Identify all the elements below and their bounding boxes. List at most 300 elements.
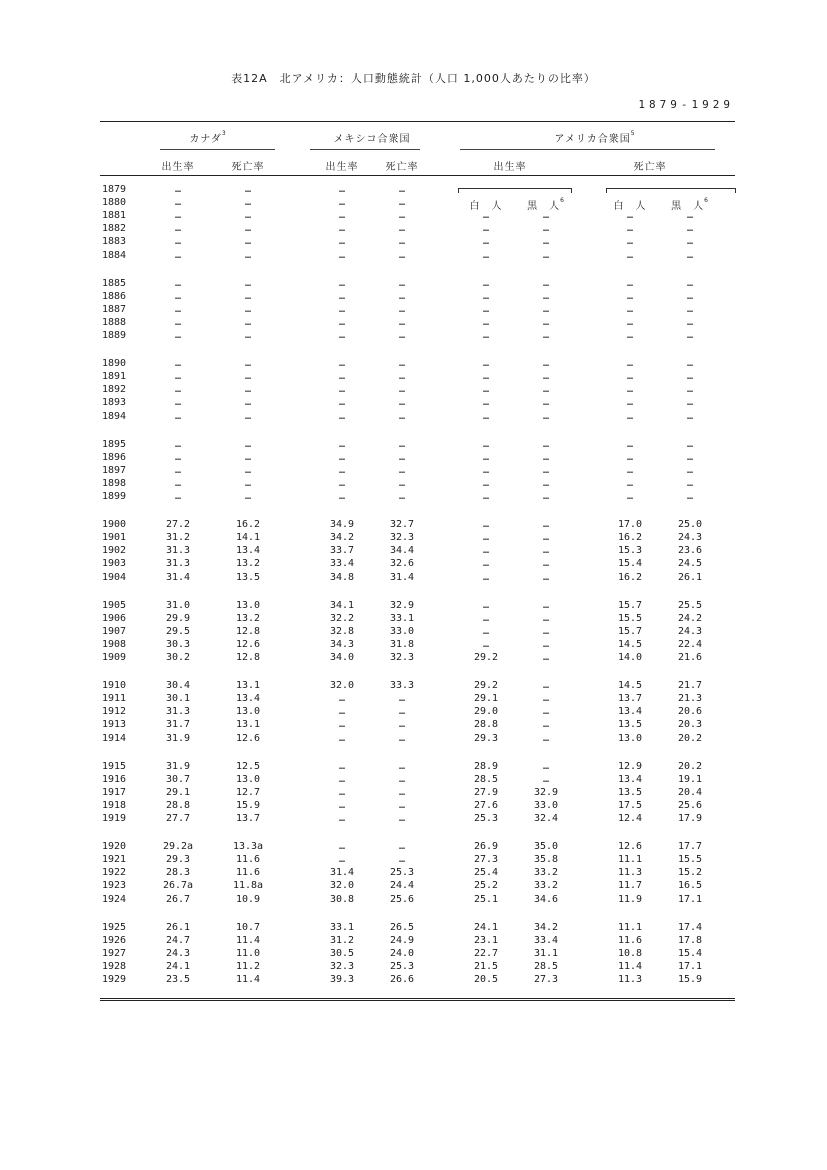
usa-white-birth-cell: 29.3 <box>473 732 499 744</box>
canada-death-cell: … <box>244 464 252 476</box>
canada-birth-cell: 31.4 <box>165 571 191 583</box>
mexico-death-cell: 32.3 <box>389 652 415 663</box>
usa-white-death-cell: 17.5 <box>617 799 643 811</box>
usa-black-birth-cell: … <box>542 410 550 422</box>
table-row <box>100 948 740 961</box>
usa-black-death-cell: 20.3 <box>677 719 703 731</box>
period-range: 1879-1929 <box>638 98 734 111</box>
table-row <box>100 894 740 907</box>
mexico-birth-cell: … <box>338 316 346 328</box>
canada-birth-cell: 31.7 <box>165 719 191 731</box>
table-row <box>100 384 740 397</box>
mexico-birth-cell: 34.8 <box>329 571 355 583</box>
usa-white-death-cell: 11.4 <box>617 960 643 972</box>
canada-birth-cell: … <box>174 451 182 463</box>
year-cell: 1890 <box>102 358 127 370</box>
usa-white-birth-cell: … <box>482 558 490 570</box>
table-row <box>100 558 740 571</box>
usa-black-birth-cell: … <box>542 532 550 544</box>
mexico-birth-cell: … <box>338 330 346 341</box>
usa-white-death-cell: 14.5 <box>617 638 643 650</box>
canada-death-cell: 13.4 <box>235 693 261 705</box>
usa-white-death-cell: … <box>626 316 634 328</box>
mexico-death-cell: … <box>398 223 406 235</box>
mexico-death-cell: … <box>398 732 406 744</box>
usa-black-birth-cell: … <box>542 277 550 289</box>
header-mexico: メキシコ合衆国 <box>333 134 411 145</box>
year-cell: 1927 <box>102 947 127 959</box>
canada-birth-cell: 28.8 <box>165 799 191 811</box>
year-cell: 1902 <box>102 545 127 557</box>
table-row <box>100 210 740 223</box>
usa-white-birth-cell: 26.9 <box>473 841 499 853</box>
mexico-birth-cell: … <box>338 693 346 705</box>
usa-white-birth-cell: 28.9 <box>473 760 499 772</box>
usa-white-birth-cell: 24.1 <box>473 921 499 933</box>
usa-white-death-cell: 13.5 <box>617 786 643 798</box>
canada-birth-cell: … <box>174 330 182 341</box>
usa-black-death-cell: 23.6 <box>677 545 703 557</box>
table-row <box>100 478 740 491</box>
table-row <box>100 600 740 613</box>
mexico-death-cell: … <box>398 706 406 718</box>
mexico-birth-cell: … <box>338 491 346 502</box>
usa-black-birth-cell: … <box>542 612 550 624</box>
canada-death-cell: … <box>244 330 252 341</box>
canada-death-cell: 13.2 <box>235 558 261 570</box>
mexico-death-cell: … <box>398 773 406 785</box>
table-row <box>100 854 740 867</box>
usa-black-death-cell: … <box>686 477 694 489</box>
header-usa: アメリカ合衆国$^5$ <box>554 130 636 145</box>
mexico-death-cell: 31.4 <box>389 571 415 583</box>
usa-white-death-cell: … <box>626 464 634 476</box>
mexico-birth-cell: … <box>338 384 346 396</box>
mexico-birth-cell: 32.0 <box>329 880 355 892</box>
usa-black-death-cell: 20.2 <box>677 732 703 744</box>
usa-black-death-cell: 25.5 <box>677 599 703 611</box>
table-row <box>100 680 740 693</box>
usa-black-death-cell: 19.1 <box>677 773 703 785</box>
canada-birth-cell: … <box>174 184 182 195</box>
usa-black-death-cell: 17.9 <box>677 813 703 824</box>
year-cell: 1906 <box>102 612 127 624</box>
table-row <box>100 278 740 291</box>
usa-black-birth-cell: … <box>542 290 550 302</box>
canada-death-cell: 13.0 <box>235 706 261 718</box>
table-row <box>100 961 740 974</box>
mexico-birth-cell: … <box>338 358 346 370</box>
mexico-death-cell: 33.3 <box>389 680 415 692</box>
canada-birth-cell: … <box>174 464 182 476</box>
canada-death-cell: 13.2 <box>235 612 261 624</box>
usa-birth-black-label: 黒 人$^6$ <box>527 197 565 212</box>
usa-black-death-cell: … <box>686 316 694 328</box>
mexico-birth-cell: … <box>338 760 346 772</box>
table-row <box>100 719 740 732</box>
usa-black-death-cell: 21.6 <box>677 652 703 663</box>
year-cell: 1879 <box>102 184 127 195</box>
usa-black-death-cell: 20.6 <box>677 706 703 718</box>
mexico-birth-cell: 31.4 <box>329 867 355 879</box>
usa-subrule <box>460 149 715 150</box>
usa-white-birth-cell: … <box>482 545 490 557</box>
usa-black-death-cell: 24.3 <box>677 625 703 637</box>
canada-birth-cell: … <box>174 303 182 315</box>
table-row <box>100 223 740 236</box>
usa-white-birth-cell: 29.2 <box>473 680 499 692</box>
usa-white-death-cell: 12.6 <box>617 841 643 853</box>
mexico-birth-cell: … <box>338 786 346 798</box>
table-row <box>100 439 740 452</box>
canada-birth-cell: 31.0 <box>165 599 191 611</box>
year-cell: 1904 <box>102 571 127 583</box>
mexico-birth-cell: 39.3 <box>329 974 355 985</box>
canada-birth-cell: 29.2a <box>162 841 194 853</box>
canada-death-cell: 11.6 <box>235 854 261 866</box>
usa-white-death-cell: … <box>626 249 634 261</box>
table-row <box>100 652 740 665</box>
usa-white-birth-cell: … <box>482 625 490 637</box>
usa-white-birth-cell: 27.9 <box>473 786 499 798</box>
usa-white-death-cell: 11.1 <box>617 921 643 933</box>
usa-white-death-cell: … <box>626 491 634 502</box>
usa-black-death-cell: … <box>686 223 694 235</box>
mexico-death-cell: … <box>398 210 406 222</box>
mexico-birth-cell: … <box>338 773 346 785</box>
usa-white-death-cell: … <box>626 451 634 463</box>
canada-birth-cell: 30.3 <box>165 638 191 650</box>
year-cell: 1889 <box>102 330 127 341</box>
canada-birth-cell: … <box>174 210 182 222</box>
usa-white-death-cell: 15.3 <box>617 545 643 557</box>
usa-black-death-cell: 17.4 <box>677 921 703 933</box>
usa-white-birth-cell: … <box>482 571 490 583</box>
usa-black-birth-cell: … <box>542 558 550 570</box>
canada-birth-cell: … <box>174 249 182 261</box>
canada-birth-cell: … <box>174 410 182 422</box>
mexico-birth-cell: … <box>338 813 346 824</box>
canada-death-cell: … <box>244 197 252 209</box>
mexico-birth-cell: 33.4 <box>329 558 355 570</box>
table-row <box>100 613 740 626</box>
canada-death-cell: 10.9 <box>235 893 261 905</box>
year-cell: 1921 <box>102 854 127 866</box>
canada-death-cell: 12.6 <box>235 638 261 650</box>
usa-white-death-cell: 11.1 <box>617 854 643 866</box>
canada-death-cell: … <box>244 371 252 383</box>
year-cell: 1884 <box>102 249 127 261</box>
mexico-death-cell: … <box>398 290 406 302</box>
usa-white-death-cell: 17.0 <box>617 519 643 531</box>
year-cell: 1880 <box>102 197 127 209</box>
table-row <box>100 733 740 746</box>
table-row <box>100 317 740 330</box>
canada-death-cell: … <box>244 316 252 328</box>
usa-white-death-cell: 15.7 <box>617 599 643 611</box>
usa-white-death-cell: 13.5 <box>617 719 643 731</box>
year-cell: 1920 <box>102 841 127 853</box>
canada-death-cell: 12.7 <box>235 786 261 798</box>
mexico-birth-cell: … <box>338 397 346 409</box>
canada-death-cell: 11.2 <box>235 960 261 972</box>
mexico-death-cell: … <box>398 184 406 195</box>
year-cell: 1897 <box>102 464 127 476</box>
usa-black-death-cell: 24.3 <box>677 532 703 544</box>
usa-white-death-cell: 12.9 <box>617 760 643 772</box>
canada-birth-cell: 28.3 <box>165 867 191 879</box>
year-cell: 1896 <box>102 451 127 463</box>
usa-white-birth-cell: … <box>482 330 490 341</box>
mexico-death-cell: … <box>398 197 406 209</box>
canada-birth-cell: 30.1 <box>165 693 191 705</box>
usa-white-birth-cell: … <box>482 599 490 611</box>
mexico-birth-cell: 34.9 <box>329 519 355 531</box>
table-title: 表12A 北アメリカ：人口動態統計（人口 1,000人あたりの比率） <box>231 72 596 85</box>
usa-white-birth-cell: 20.5 <box>473 974 499 985</box>
mexico-birth-cell: 33.7 <box>329 545 355 557</box>
year-cell: 1925 <box>102 921 127 933</box>
year-cell: 1923 <box>102 880 127 892</box>
canada-birth-cell: 30.4 <box>165 680 191 692</box>
usa-black-birth-cell: … <box>542 719 550 731</box>
year-cell: 1893 <box>102 397 127 409</box>
header-canada: カナダ$^3$ <box>189 130 227 145</box>
usa-black-death-cell: 15.2 <box>677 867 703 879</box>
mexico-birth-cell: 34.1 <box>329 599 355 611</box>
table-row <box>100 411 740 424</box>
mexico-birth-cell: … <box>338 464 346 476</box>
usa-white-death-cell: … <box>626 236 634 248</box>
mexico-death-cell: … <box>398 813 406 824</box>
usa-white-death-cell: 11.3 <box>617 867 643 879</box>
usa-white-birth-cell: 23.1 <box>473 934 499 946</box>
usa-white-birth-cell: 28.5 <box>473 773 499 785</box>
usa-white-death-cell: … <box>626 223 634 235</box>
usa-black-death-cell: … <box>686 384 694 396</box>
usa-white-birth-cell: … <box>482 612 490 624</box>
year-cell: 1895 <box>102 438 127 450</box>
usa-white-birth-cell: … <box>482 236 490 248</box>
usa-white-death-cell: … <box>626 397 634 409</box>
header-bottom-rule <box>100 175 735 176</box>
usa-white-death-cell: … <box>626 410 634 422</box>
usa-black-birth-cell: 34.2 <box>533 921 559 933</box>
mexico-death-cell: … <box>398 451 406 463</box>
canada-death-cell: 13.0 <box>235 599 261 611</box>
canada-birth-cell: 24.7 <box>165 934 191 946</box>
usa-black-birth-cell: … <box>542 760 550 772</box>
usa-white-birth-cell: … <box>482 410 490 422</box>
canada-death-cell: 13.7 <box>235 813 261 824</box>
mexico-death-cell: … <box>398 799 406 811</box>
year-cell: 1905 <box>102 599 127 611</box>
table-row <box>100 974 740 987</box>
mexico-death-cell: 34.4 <box>389 545 415 557</box>
canada-birth-cell: … <box>174 290 182 302</box>
usa-black-death-cell: 21.7 <box>677 680 703 692</box>
mexico-death-cell: … <box>398 477 406 489</box>
usa-white-birth-cell: 25.4 <box>473 867 499 879</box>
usa-white-death-cell: 15.5 <box>617 612 643 624</box>
mexico-birth-cell: … <box>338 841 346 853</box>
mexico-birth-cell: 32.2 <box>329 612 355 624</box>
usa-black-death-cell: … <box>686 491 694 502</box>
mexico-death-cell: … <box>398 316 406 328</box>
mexico-birth-cell: … <box>338 410 346 422</box>
usa-white-death-cell: … <box>626 438 634 450</box>
usa-black-death-cell: … <box>686 303 694 315</box>
usa-white-death-cell: 12.4 <box>617 813 643 824</box>
usa-white-birth-cell: … <box>482 223 490 235</box>
mexico-birth-cell: … <box>338 438 346 450</box>
mexico-death-cell: … <box>398 760 406 772</box>
usa-white-death-cell: … <box>626 358 634 370</box>
mexico-birth-cell: … <box>338 719 346 731</box>
usa-white-death-cell: 11.6 <box>617 934 643 946</box>
canada-death-cell: 11.8a <box>232 880 264 892</box>
usa-black-death-cell: 25.0 <box>677 519 703 531</box>
year-cell: 1919 <box>102 813 127 824</box>
canada-death-cell: … <box>244 451 252 463</box>
usa-black-birth-cell: … <box>542 625 550 637</box>
usa-black-birth-cell: … <box>542 210 550 222</box>
year-cell: 1908 <box>102 638 127 650</box>
mexico-death-cell: … <box>398 236 406 248</box>
mexico-birth-cell: 30.5 <box>329 947 355 959</box>
canada-death-cell: 10.7 <box>235 921 261 933</box>
mexico-death-cell: 24.9 <box>389 934 415 946</box>
year-cell: 1929 <box>102 974 127 985</box>
table-row <box>100 693 740 706</box>
canada-birth-cell: 26.7a <box>162 880 194 892</box>
table-row <box>100 197 740 210</box>
table-row <box>100 626 740 639</box>
usa-white-birth-cell: … <box>482 384 490 396</box>
canada-birth-cell: 31.3 <box>165 706 191 718</box>
table-row <box>100 330 740 343</box>
usa-black-birth-cell: … <box>542 303 550 315</box>
canada-death-cell: … <box>244 290 252 302</box>
canada-birth-cell: 31.3 <box>165 545 191 557</box>
canada-death-cell: … <box>244 477 252 489</box>
year-cell: 1909 <box>102 652 127 663</box>
mexico-birth-cell: … <box>338 210 346 222</box>
usa-white-birth-cell: … <box>482 451 490 463</box>
mexico-birth-cell: … <box>338 732 346 744</box>
usa-white-death-cell: … <box>626 277 634 289</box>
usa-black-death-cell: … <box>686 397 694 409</box>
usa-black-death-cell: 16.5 <box>677 880 703 892</box>
usa-white-death-cell: 14.5 <box>617 680 643 692</box>
usa-birth-white-label: 白 人 <box>469 201 503 212</box>
year-cell: 1882 <box>102 223 127 235</box>
usa-white-death-cell: … <box>626 290 634 302</box>
canada-death-cell: 14.1 <box>235 532 261 544</box>
usa-white-birth-cell: … <box>482 316 490 328</box>
table-row <box>100 761 740 774</box>
year-cell: 1886 <box>102 290 127 302</box>
canada-birth-rate-header: 出生率 <box>161 162 195 173</box>
usa-death-black-label: 黒 人$^6$ <box>671 197 709 212</box>
usa-white-death-cell: 14.0 <box>617 652 643 663</box>
usa-black-death-cell: 24.2 <box>677 612 703 624</box>
usa-black-death-cell: … <box>686 249 694 261</box>
usa-black-birth-cell: … <box>542 438 550 450</box>
usa-black-death-cell: … <box>686 358 694 370</box>
table-row <box>100 250 740 263</box>
canada-death-cell: 11.4 <box>235 974 261 985</box>
usa-black-birth-cell: … <box>542 371 550 383</box>
year-cell: 1901 <box>102 532 127 544</box>
usa-black-death-cell: … <box>686 371 694 383</box>
mexico-death-cell: 32.9 <box>389 599 415 611</box>
table-row <box>100 491 740 504</box>
year-cell: 1913 <box>102 719 127 731</box>
canada-death-cell: 13.3a <box>232 841 264 853</box>
canada-death-cell: 12.5 <box>235 760 261 772</box>
usa-black-birth-cell: … <box>542 491 550 502</box>
usa-black-death-cell: 20.4 <box>677 786 703 798</box>
usa-white-birth-cell: … <box>482 397 490 409</box>
usa-white-birth-cell: … <box>482 249 490 261</box>
usa-black-birth-cell: … <box>542 638 550 650</box>
mexico-death-cell: … <box>398 358 406 370</box>
canada-death-cell: … <box>244 384 252 396</box>
usa-black-birth-cell: … <box>542 477 550 489</box>
mexico-death-cell: 31.8 <box>389 638 415 650</box>
mexico-birth-cell: … <box>338 477 346 489</box>
usa-black-birth-cell: … <box>542 451 550 463</box>
mexico-birth-cell: … <box>338 451 346 463</box>
usa-black-birth-cell: 33.2 <box>533 880 559 892</box>
year-cell: 1918 <box>102 799 127 811</box>
mexico-death-cell: … <box>398 841 406 853</box>
usa-white-birth-cell: … <box>482 358 490 370</box>
table-row <box>100 291 740 304</box>
table-row <box>100 935 740 948</box>
usa-white-death-cell: … <box>626 371 634 383</box>
year-cell: 1885 <box>102 277 127 289</box>
mexico-death-cell: 32.3 <box>389 532 415 544</box>
usa-white-birth-cell: … <box>482 464 490 476</box>
year-cell: 1911 <box>102 693 127 705</box>
usa-black-death-cell: 17.7 <box>677 841 703 853</box>
usa-black-birth-cell: 33.4 <box>533 934 559 946</box>
usa-white-death-cell: 13.4 <box>617 773 643 785</box>
year-cell: 1888 <box>102 316 127 328</box>
year-cell: 1916 <box>102 773 127 785</box>
usa-white-birth-cell: … <box>482 303 490 315</box>
mexico-birth-cell: … <box>338 706 346 718</box>
canada-death-cell: … <box>244 277 252 289</box>
canada-death-cell: 11.4 <box>235 934 261 946</box>
canada-birth-cell: 31.3 <box>165 558 191 570</box>
canada-death-cell: 11.0 <box>235 947 261 959</box>
mexico-birth-rate-header: 出生率 <box>325 162 359 173</box>
usa-black-death-cell: … <box>686 290 694 302</box>
table-row <box>100 922 740 935</box>
usa-white-birth-cell: 25.2 <box>473 880 499 892</box>
usa-white-birth-cell: … <box>482 638 490 650</box>
canada-birth-cell: 30.2 <box>165 652 191 663</box>
mexico-death-cell: 32.7 <box>389 519 415 531</box>
usa-black-birth-cell: … <box>542 330 550 341</box>
canada-birth-cell: … <box>174 223 182 235</box>
usa-black-birth-cell: 27.3 <box>533 974 559 985</box>
table-row <box>100 236 740 249</box>
usa-white-birth-cell: 28.8 <box>473 719 499 731</box>
